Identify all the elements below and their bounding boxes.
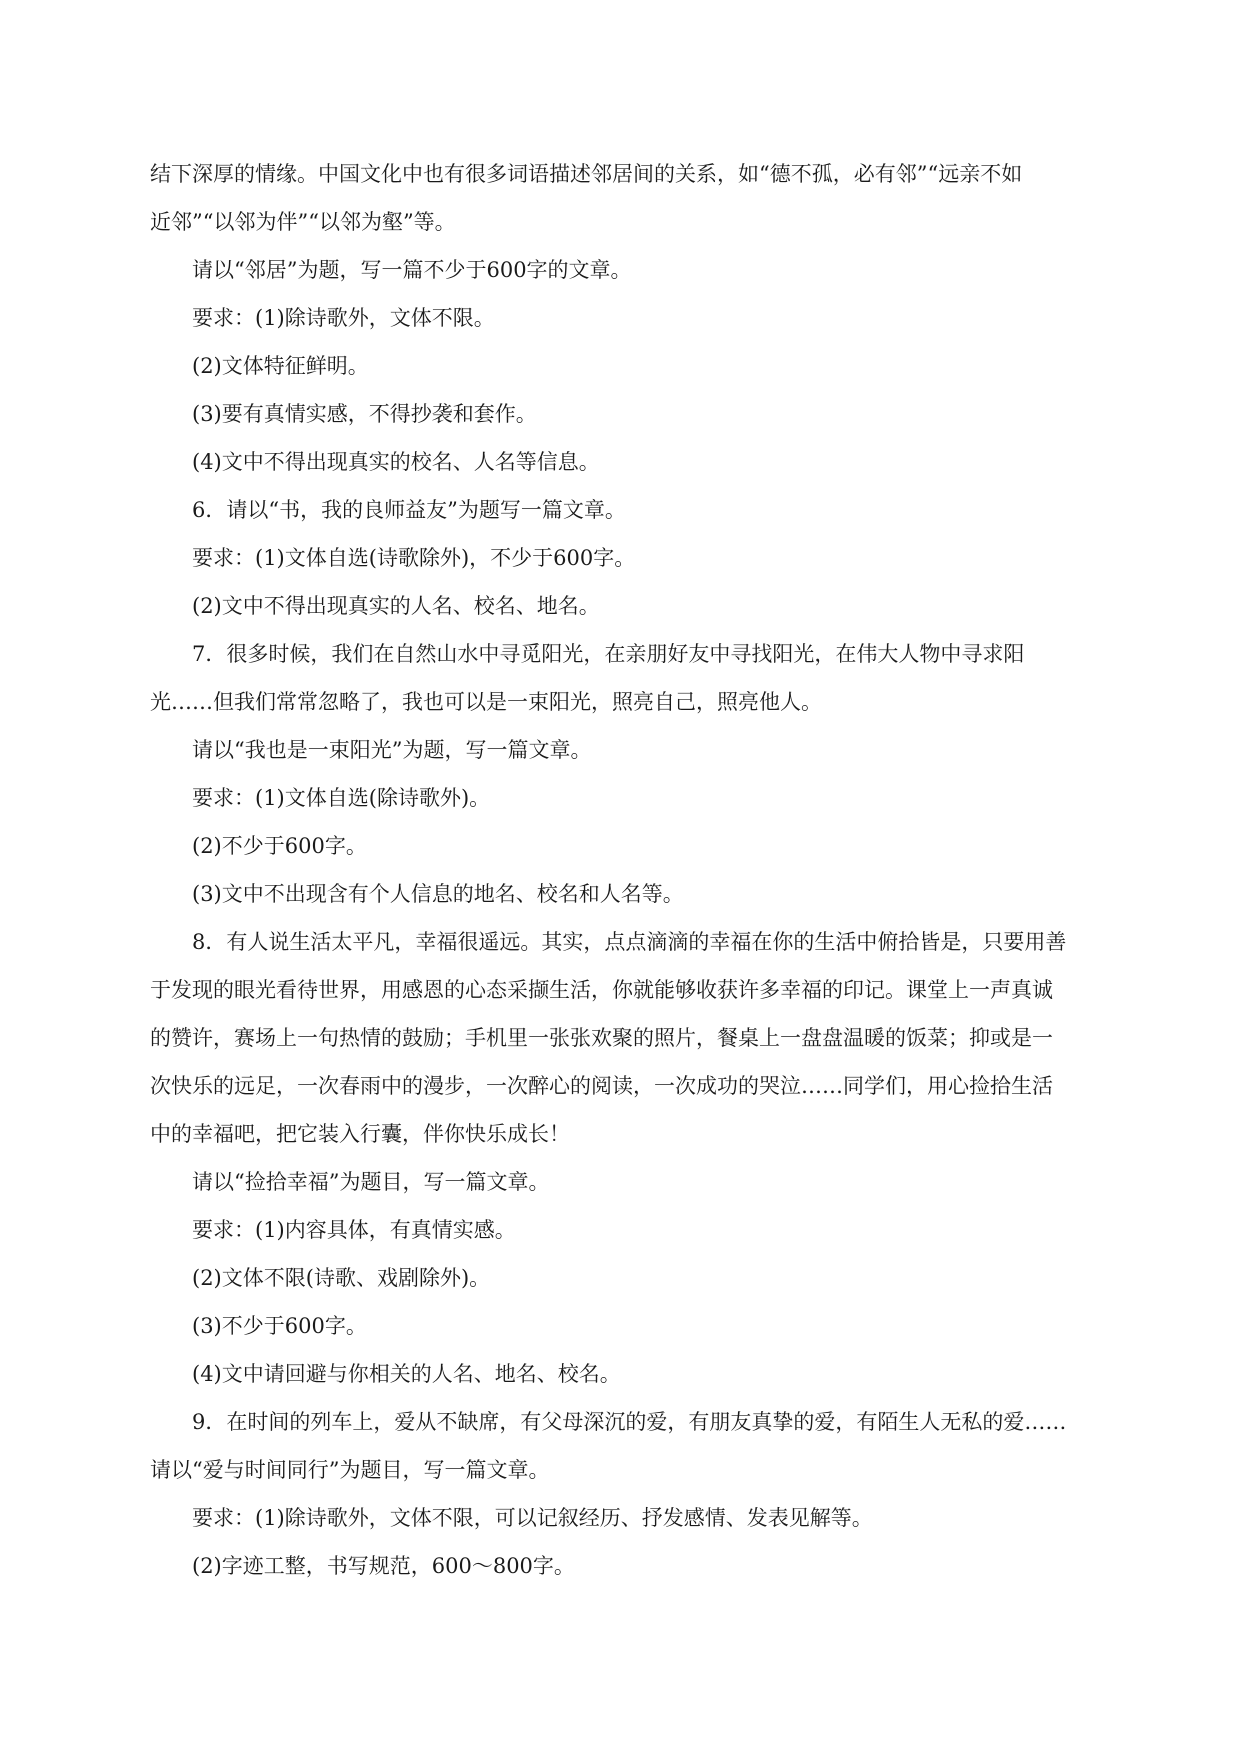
text-line: 的赞许，赛场上一句热情的鼓励；手机里一张张欢聚的照片，餐桌上一盘盘温暖的饭菜；抑或是一: [150, 1026, 1053, 1050]
requirement-line: (2)文体不限(诗歌、戏剧除外)。: [192, 1266, 491, 1290]
requirement-line: (4)文中请回避与你相关的人名、地名、校名。: [192, 1362, 621, 1386]
text-line: 于发现的眼光看待世界，用感恩的心态采撷生活，你就能够收获许多幸福的印记。课堂上一声真诚: [150, 978, 1053, 1002]
requirement-line: 要求：(1)除诗歌外，文体不限，可以记叙经历、抒发感情、发表见解等。: [192, 1506, 873, 1530]
requirement-line: (2)字迹工整，书写规范，600～800字。: [192, 1554, 575, 1578]
prompt-line: 请以“我也是一束阳光”为题，写一篇文章。: [192, 738, 592, 762]
question-8: 8．有人说生活太平凡，幸福很遥远。其实，点点滴滴的幸福在你的生活中俯拾皆是，只要用善: [192, 930, 1067, 954]
requirement-line: (3)要有真情实感，不得抄袭和套作。: [192, 402, 537, 426]
requirement-line: (2)不少于600字。: [192, 834, 367, 858]
prompt-line: 请以“邻居”为题，写一篇不少于600字的文章。: [192, 258, 632, 282]
question-7: 7．很多时候，我们在自然山水中寻觅阳光，在亲朋好友中寻找阳光，在伟大人物中寻求阳: [192, 642, 1025, 666]
requirement-line: (3)不少于600字。: [192, 1314, 367, 1338]
document-body: [150, 150, 1100, 1590]
question-9: 9．在时间的列车上，爱从不缺席，有父母深沉的爱，有朋友真挚的爱，有陌生人无私的爱……: [192, 1410, 1067, 1434]
prompt-line: 请以“捡拾幸福”为题目，写一篇文章。: [192, 1170, 550, 1194]
requirement-line: 要求：(1)文体自选(诗歌除外)，不少于600字。: [192, 546, 636, 570]
text-line: 近邻”“以邻为伴”“以邻为壑”等。: [150, 210, 456, 234]
prompt-line: 请以“爱与时间同行”为题目，写一篇文章。: [150, 1458, 550, 1482]
requirement-line: (3)文中不出现含有个人信息的地名、校名和人名等。: [192, 882, 684, 906]
text-line: 中的幸福吧，把它装入行囊，伴你快乐成长！: [150, 1122, 570, 1146]
text-line: 光……但我们常常忽略了，我也可以是一束阳光，照亮自己，照亮他人。: [150, 690, 822, 714]
text-line: 次快乐的远足，一次春雨中的漫步，一次醉心的阅读，一次成功的哭泣……同学们，用心捡拾生活: [150, 1074, 1053, 1098]
requirement-line: (2)文体特征鲜明。: [192, 354, 369, 378]
requirement-line: 要求：(1)除诗歌外，文体不限。: [192, 306, 495, 330]
requirement-line: 要求：(1)内容具体，有真情实感。: [192, 1218, 516, 1242]
text-line: 结下深厚的情缘。中国文化中也有很多词语描述邻居间的关系，如“德不孤，必有邻”“远亲不如: [150, 162, 1023, 186]
requirement-line: (4)文中不得出现真实的校名、人名等信息。: [192, 450, 600, 474]
requirement-line: (2)文中不得出现真实的人名、校名、地名。: [192, 594, 600, 618]
requirement-line: 要求：(1)文体自选(除诗歌外)。: [192, 786, 491, 810]
question-6: 6．请以“书，我的良师益友”为题写一篇文章。: [192, 498, 626, 522]
